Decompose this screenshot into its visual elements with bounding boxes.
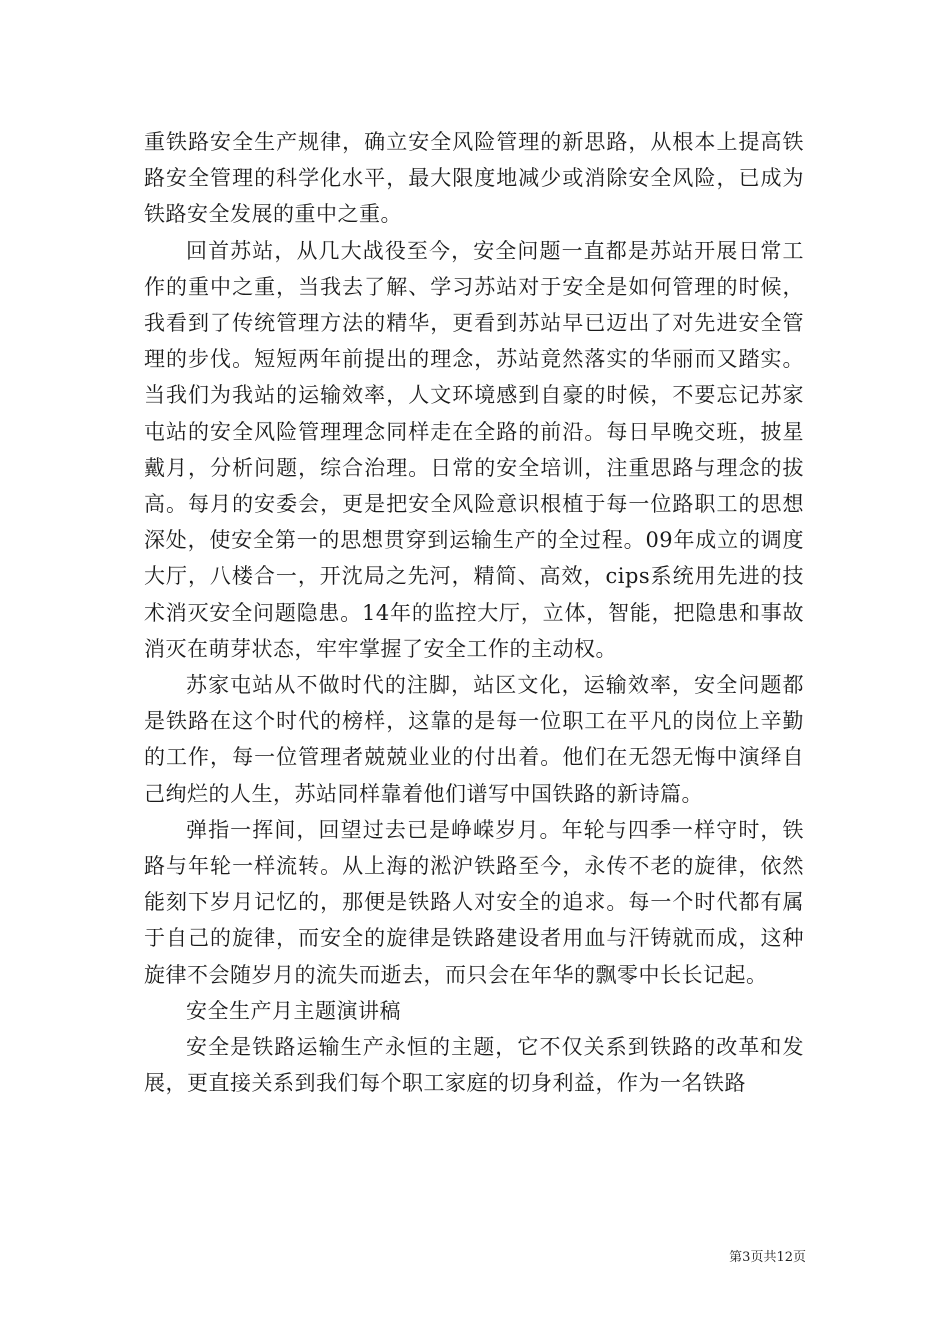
section-heading: 安全生产月主题演讲稿	[186, 998, 401, 1023]
paragraph-safety-theme: 安全是铁路运输生产永恒的主题，它不仅关系到铁路的改革和发展，更直接关系到我们每个职工家庭的切身利益，作为一名铁路	[144, 1035, 804, 1096]
paragraph-su-station-review: 回首苏站，从几大战役至今，安全问题一直都是苏站开展日常工作的重中之重，当我去了解、学习苏站对于安全是如何管理的时候，我看到了传统管理方法的精华，更看到苏站早已迈出了对先进安全管理的步伐。短短两年前提出的理念，苏站竟然落实的华丽而又踏实。当我们为我站的运输效率，人文环境感到自豪的时候，不要忘记苏家屯站的安全风险管理理念同样走在全路的前沿。每日早晚交班，披星戴月，分析问题，综合治理。日常的安全培训，注重思路与理念的拔高。每月的安委会，更是把安全风险意识根植于每一位路职工的思想深处，使安全第一的思想贯穿到运输生产的全过程。09年成立的调度大厅，八楼合一，开沈局之先河，精简、高效，cips系统用先进的技术消灭安全问题隐患。14年的监控大厅，立体，智能，把隐患和事故消灭在萌芽状态，牢牢掌握了安全工作的主动权。	[144, 238, 804, 661]
paragraph-continuation: 重铁路安全生产规律，确立安全风险管理的新思路，从根本上提高铁路安全管理的科学化水平，最大限度地减少或消除安全风险，已成为铁路安全发展的重中之重。	[144, 130, 804, 227]
document-body	[144, 124, 804, 1101]
paragraph-railway-melody: 弹指一挥间，回望过去已是峥嵘岁月。年轮与四季一样守时，铁路与年轮一样流转。从上海的淞沪铁路至今，永传不老的旋律，依然能刻下岁月记忆的，那便是铁路人对安全的追求。每一个时代都有属于自己的旋律，而安全的旋律是铁路建设者用血与汗铸就而成，这种旋律不会随岁月的流失而逝去，而只会在年华的飘零中长长记起。	[144, 817, 804, 987]
page-number-footer: 第3页共12页	[729, 1250, 806, 1265]
paragraph-sujiatun-station: 苏家屯站从不做时代的注脚，站区文化，运输效率，安全问题都是铁路在这个时代的榜样，这靠的是每一位职工在平凡的岗位上辛勤的工作，每一位管理者兢兢业业的付出着。他们在无怨无悔中演绎自己绚烂的人生，苏站同样靠着他们谱写中国铁路的新诗篇。	[144, 673, 804, 806]
